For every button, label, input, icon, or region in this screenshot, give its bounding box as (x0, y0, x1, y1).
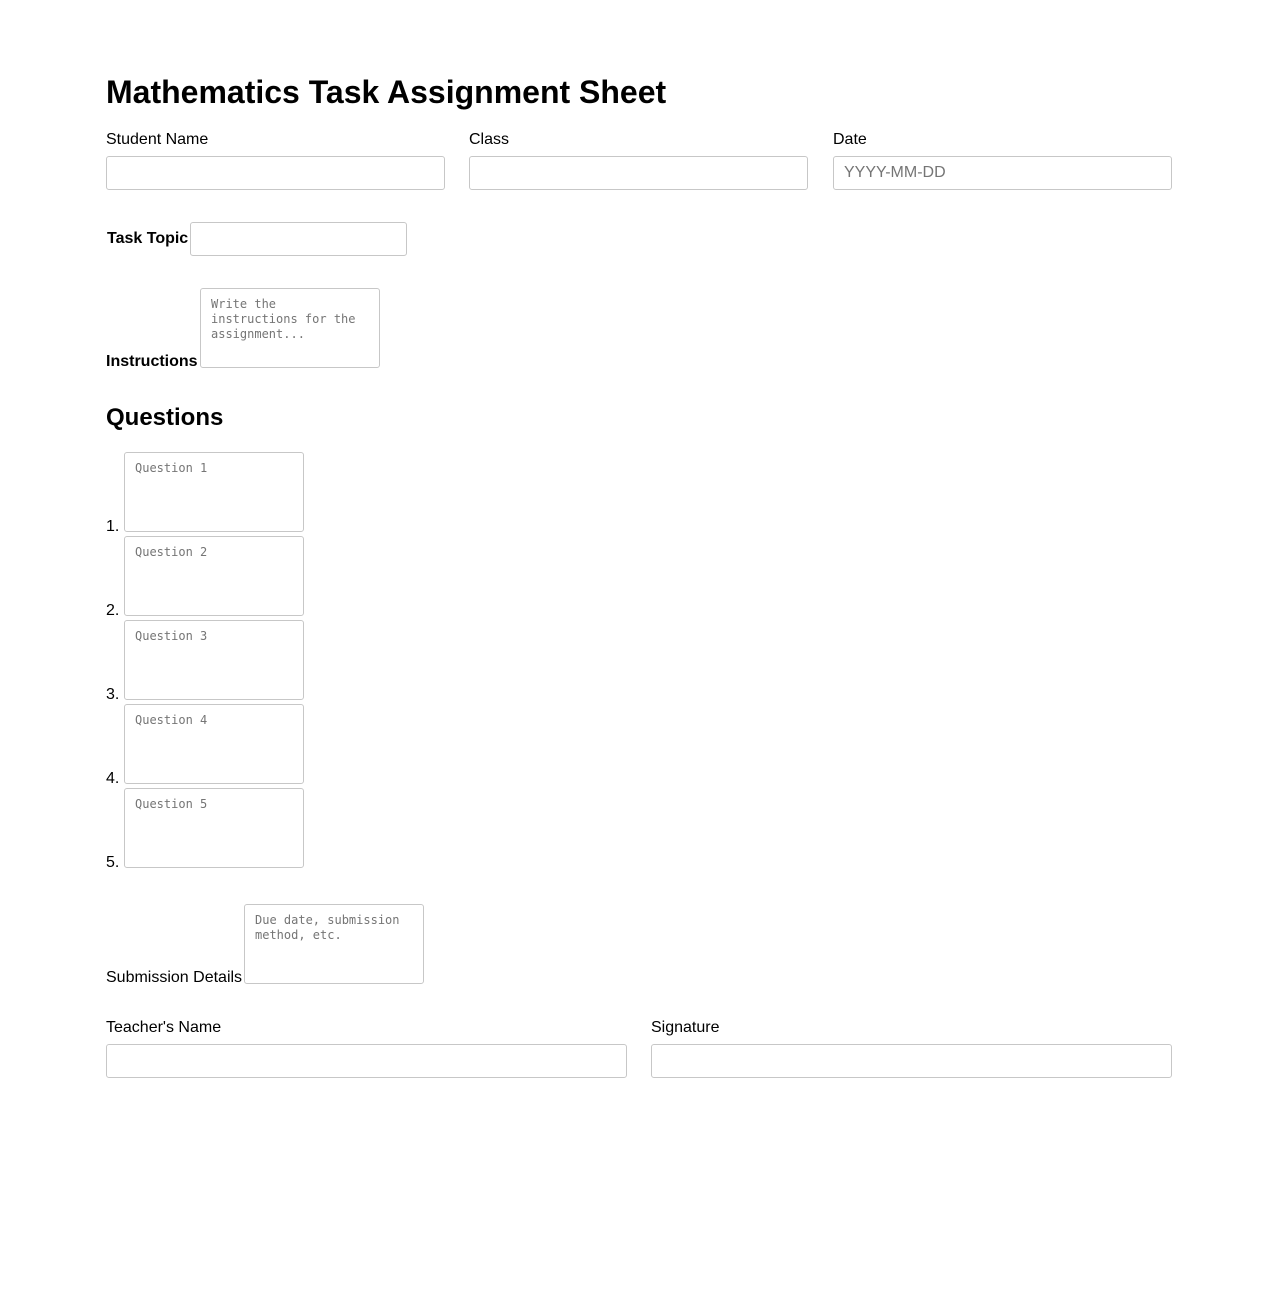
question-4-textarea[interactable] (124, 704, 304, 784)
question-number: 3. (106, 686, 120, 703)
date-input[interactable] (833, 156, 1172, 190)
question-1-textarea[interactable] (124, 452, 304, 532)
question-item (106, 536, 306, 619)
student-name-input[interactable] (106, 156, 445, 190)
instructions-textarea[interactable] (200, 288, 380, 368)
instructions-label: Instructions (106, 353, 198, 370)
question-2-textarea[interactable] (124, 536, 304, 616)
date-label: Date (833, 131, 867, 148)
submission-details-label: Submission Details (106, 969, 243, 986)
student-name-label: Student Name (106, 131, 209, 148)
teacher-name-label: Teacher's Name (106, 1019, 222, 1036)
question-number: 2. (106, 602, 120, 619)
task-topic-input[interactable] (190, 222, 407, 256)
page-title: Mathematics Task Assignment Sheet (106, 74, 667, 110)
question-3-textarea[interactable] (124, 620, 304, 700)
signature-input[interactable] (651, 1044, 1172, 1078)
question-item (106, 704, 306, 787)
question-item (106, 620, 306, 703)
task-topic-label: Task Topic (107, 230, 189, 247)
submission-details-textarea[interactable] (244, 904, 424, 984)
question-5-textarea[interactable] (124, 788, 304, 868)
class-input[interactable] (469, 156, 808, 190)
teacher-name-input[interactable] (106, 1044, 627, 1078)
questions-heading: Questions (106, 404, 224, 431)
question-number: 4. (106, 770, 120, 787)
question-number: 5. (106, 854, 120, 871)
question-item (106, 452, 306, 535)
question-number: 1. (106, 518, 120, 535)
signature-label: Signature (651, 1019, 720, 1036)
question-item (106, 788, 306, 871)
class-label: Class (469, 131, 510, 148)
